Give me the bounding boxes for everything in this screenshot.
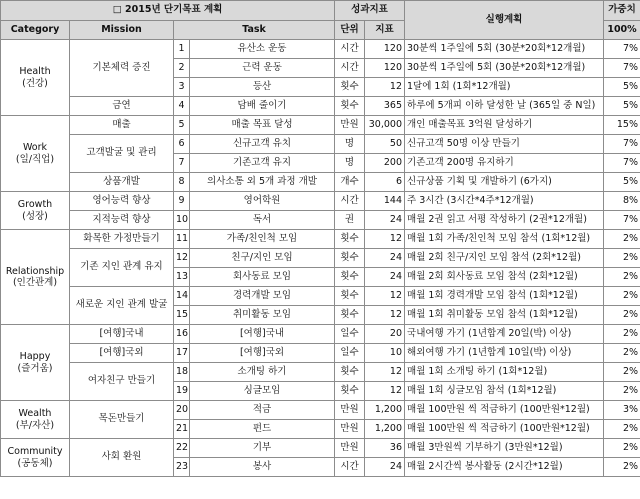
target-cell: 120	[365, 59, 405, 78]
unit-cell: 만원	[335, 439, 365, 458]
plan-cell: 매월 3만원씩 기부하기 (3만원*12월)	[405, 439, 604, 458]
weight-cell: 2%	[604, 458, 640, 477]
weight-cell: 2%	[604, 344, 640, 363]
category-cell: Community (공동체)	[1, 439, 70, 477]
weight-cell: 2%	[604, 420, 640, 439]
row-number: 2	[174, 59, 190, 78]
task-cell: 적금	[190, 401, 335, 420]
plan-cell: 매월 100만원 씩 적금하기 (100만원*12월)	[405, 420, 604, 439]
task-cell: 매출 목표 달성	[190, 116, 335, 135]
unit-cell: 횟수	[335, 97, 365, 116]
row-number: 20	[174, 401, 190, 420]
task-cell: 유산소 운동	[190, 40, 335, 59]
weight-cell: 7%	[604, 40, 640, 59]
plan-cell: 매월 1회 취미활동 모임 참석 (1회*12월)	[405, 306, 604, 325]
target-cell: 12	[365, 287, 405, 306]
mission-cell: 고객발굴 및 관리	[70, 135, 174, 173]
row-number: 1	[174, 40, 190, 59]
target-cell: 20	[365, 325, 405, 344]
weight-cell: 7%	[604, 154, 640, 173]
category-cell: Health (건강)	[1, 40, 70, 116]
row-number: 4	[174, 97, 190, 116]
mission-cell: 상품개발	[70, 173, 174, 192]
unit-cell: 개수	[335, 173, 365, 192]
weight-cell: 2%	[604, 249, 640, 268]
plan-cell: 매월 1회 경력개발 모임 참석 (1회*12월)	[405, 287, 604, 306]
plan-cell: 신규상품 기획 및 개발하기 (6가지)	[405, 173, 604, 192]
weight-cell: 5%	[604, 97, 640, 116]
task-cell: 독서	[190, 211, 335, 230]
weight-cell: 5%	[604, 78, 640, 97]
category-cell: Happy (즐거움)	[1, 325, 70, 401]
plan-cell: 30분씩 1주일에 5회 (30분*20회*12개월)	[405, 59, 604, 78]
mission-cell: 여자친구 만들기	[70, 363, 174, 401]
row-number: 7	[174, 154, 190, 173]
row-number: 14	[174, 287, 190, 306]
mission-cell: 매출	[70, 116, 174, 135]
unit-cell: 만원	[335, 420, 365, 439]
row-number: 15	[174, 306, 190, 325]
task-cell: [여행]국내	[190, 325, 335, 344]
weight-cell: 3%	[604, 401, 640, 420]
unit-cell: 횟수	[335, 363, 365, 382]
row-number: 23	[174, 458, 190, 477]
row-number: 8	[174, 173, 190, 192]
row-number: 13	[174, 268, 190, 287]
mission-cell: 새로운 지인 관계 발굴	[70, 287, 174, 325]
unit-cell: 일수	[335, 344, 365, 363]
row-number: 22	[174, 439, 190, 458]
weight-cell: 2%	[604, 306, 640, 325]
row-number: 9	[174, 192, 190, 211]
target-cell: 200	[365, 154, 405, 173]
target-cell: 12	[365, 78, 405, 97]
unit-cell: 횟수	[335, 249, 365, 268]
row-number: 12	[174, 249, 190, 268]
unit-cell: 권	[335, 211, 365, 230]
unit-cell: 횟수	[335, 382, 365, 401]
target-cell: 50	[365, 135, 405, 154]
row-number: 5	[174, 116, 190, 135]
task-header: Task	[174, 21, 335, 40]
row-number: 18	[174, 363, 190, 382]
mission-cell: 화목한 가정만들기	[70, 230, 174, 249]
plan-cell: 30분씩 1주일에 5회 (30분*20회*12개월)	[405, 40, 604, 59]
unit-cell: 명	[335, 135, 365, 154]
target-cell: 144	[365, 192, 405, 211]
task-cell: 등산	[190, 78, 335, 97]
task-cell: 근력 운동	[190, 59, 335, 78]
plan-cell: 매월 1회 가족/친인척 모임 참석 (1회*12월)	[405, 230, 604, 249]
weight-cell: 7%	[604, 211, 640, 230]
target-cell: 365	[365, 97, 405, 116]
weight-header: 가중치	[604, 1, 640, 21]
weight-cell: 2%	[604, 325, 640, 344]
target-cell: 24	[365, 268, 405, 287]
task-cell: 신규고객 유치	[190, 135, 335, 154]
target-cell: 12	[365, 363, 405, 382]
target-cell: 1,200	[365, 401, 405, 420]
target-header: 지표	[365, 21, 405, 40]
category-cell: Growth (성장)	[1, 192, 70, 230]
plan-cell: 매월 2권 읽고 서평 작성하기 (2권*12개월)	[405, 211, 604, 230]
unit-cell: 횟수	[335, 78, 365, 97]
mission-cell: 사회 환원	[70, 439, 174, 477]
category-cell: Relationship (인간관계)	[1, 230, 70, 325]
weight-cell: 2%	[604, 363, 640, 382]
row-number: 6	[174, 135, 190, 154]
target-cell: 12	[365, 230, 405, 249]
unit-cell: 횟수	[335, 230, 365, 249]
weight-cell: 2%	[604, 230, 640, 249]
mission-cell: 기존 지인 관계 유지	[70, 249, 174, 287]
task-cell: 회사동료 모임	[190, 268, 335, 287]
category-cell: Wealth (부/자산)	[1, 401, 70, 439]
unit-cell: 시간	[335, 458, 365, 477]
plan-cell: 매월 2회 회사동료 모임 참석 (2회*12월)	[405, 268, 604, 287]
mission-header: Mission	[70, 21, 174, 40]
mission-cell: [여행]국내	[70, 325, 174, 344]
task-cell: 싱글모임	[190, 382, 335, 401]
row-number: 10	[174, 211, 190, 230]
plan-cell: 하루에 5개피 이하 달성한 날 (365일 중 N일)	[405, 97, 604, 116]
plan-cell: 기존고객 200명 유지하기	[405, 154, 604, 173]
task-cell: 봉사	[190, 458, 335, 477]
weight-cell: 15%	[604, 116, 640, 135]
task-cell: 의사소통 외 5개 과정 개발	[190, 173, 335, 192]
task-cell: [여행]국외	[190, 344, 335, 363]
target-cell: 12	[365, 306, 405, 325]
unit-cell: 횟수	[335, 306, 365, 325]
plan-cell: 해외여행 가기 (1년합계 10일(박) 이상)	[405, 344, 604, 363]
unit-cell: 횟수	[335, 287, 365, 306]
unit-cell: 횟수	[335, 268, 365, 287]
target-cell: 24	[365, 249, 405, 268]
plan-cell: 매월 2회 친구/지인 모임 참석 (2회*12월)	[405, 249, 604, 268]
plan-cell: 매월 1회 소개팅 하기 (1회*12월)	[405, 363, 604, 382]
target-cell: 24	[365, 458, 405, 477]
unit-cell: 만원	[335, 401, 365, 420]
weight-cell: 2%	[604, 287, 640, 306]
mission-cell: 목돈만들기	[70, 401, 174, 439]
row-number: 11	[174, 230, 190, 249]
unit-cell: 명	[335, 154, 365, 173]
unit-cell: 시간	[335, 192, 365, 211]
task-cell: 기부	[190, 439, 335, 458]
plan-cell: 신규고객 50명 이상 만들기	[405, 135, 604, 154]
task-cell: 친구/지인 모임	[190, 249, 335, 268]
weight-cell: 2%	[604, 439, 640, 458]
kpi-header: 성과지표	[335, 1, 405, 21]
plan-cell: 매월 100만원 씩 적금하기 (100만원*12월)	[405, 401, 604, 420]
category-cell: Work (일/직업)	[1, 116, 70, 192]
row-number: 3	[174, 78, 190, 97]
category-header: Category	[1, 21, 70, 40]
plan-cell: 매월 1회 싱글모임 참석 (1회*12월)	[405, 382, 604, 401]
task-cell: 영어학원	[190, 192, 335, 211]
target-cell: 36	[365, 439, 405, 458]
plan-header: 실행계획	[405, 1, 604, 40]
task-cell: 경력개발 모임	[190, 287, 335, 306]
target-cell: 12	[365, 382, 405, 401]
weight-cell: 2%	[604, 268, 640, 287]
plan-title: □ 2015년 단기목표 계획	[1, 1, 335, 21]
unit-cell: 일수	[335, 325, 365, 344]
row-number: 17	[174, 344, 190, 363]
plan-cell: 매월 2시간씩 봉사활동 (2시간*12월)	[405, 458, 604, 477]
target-cell: 30,000	[365, 116, 405, 135]
plan-cell: 주 3시간 (3시간*4주*12개월)	[405, 192, 604, 211]
weight-cell: 8%	[604, 192, 640, 211]
weight-cell: 5%	[604, 173, 640, 192]
row-number: 19	[174, 382, 190, 401]
task-cell: 취미활동 모임	[190, 306, 335, 325]
target-cell: 120	[365, 40, 405, 59]
unit-cell: 시간	[335, 59, 365, 78]
mission-cell: 영어능력 향상	[70, 192, 174, 211]
weight-cell: 7%	[604, 59, 640, 78]
unit-cell: 만원	[335, 116, 365, 135]
row-number: 16	[174, 325, 190, 344]
target-cell: 1,200	[365, 420, 405, 439]
target-cell: 6	[365, 173, 405, 192]
task-cell: 담배 줄이기	[190, 97, 335, 116]
unit-header: 단위	[335, 21, 365, 40]
target-cell: 24	[365, 211, 405, 230]
mission-cell: [여행]국외	[70, 344, 174, 363]
plan-cell: 개인 매출목표 3억원 달성하기	[405, 116, 604, 135]
task-cell: 펀드	[190, 420, 335, 439]
task-cell: 소개팅 하기	[190, 363, 335, 382]
mission-cell: 금연	[70, 97, 174, 116]
plan-cell: 1달에 1회 (1회*12개월)	[405, 78, 604, 97]
weight-cell: 2%	[604, 382, 640, 401]
mission-cell: 지적능력 향상	[70, 211, 174, 230]
task-cell: 기존고객 유지	[190, 154, 335, 173]
row-number: 21	[174, 420, 190, 439]
mission-cell: 기본체력 증진	[70, 40, 174, 97]
weight-cell: 7%	[604, 135, 640, 154]
unit-cell: 시간	[335, 40, 365, 59]
target-cell: 10	[365, 344, 405, 363]
plan-cell: 국내여행 가기 (1년합계 20일(박) 이상)	[405, 325, 604, 344]
task-cell: 가족/친인척 모임	[190, 230, 335, 249]
weight-total-header: 100%	[604, 21, 640, 40]
